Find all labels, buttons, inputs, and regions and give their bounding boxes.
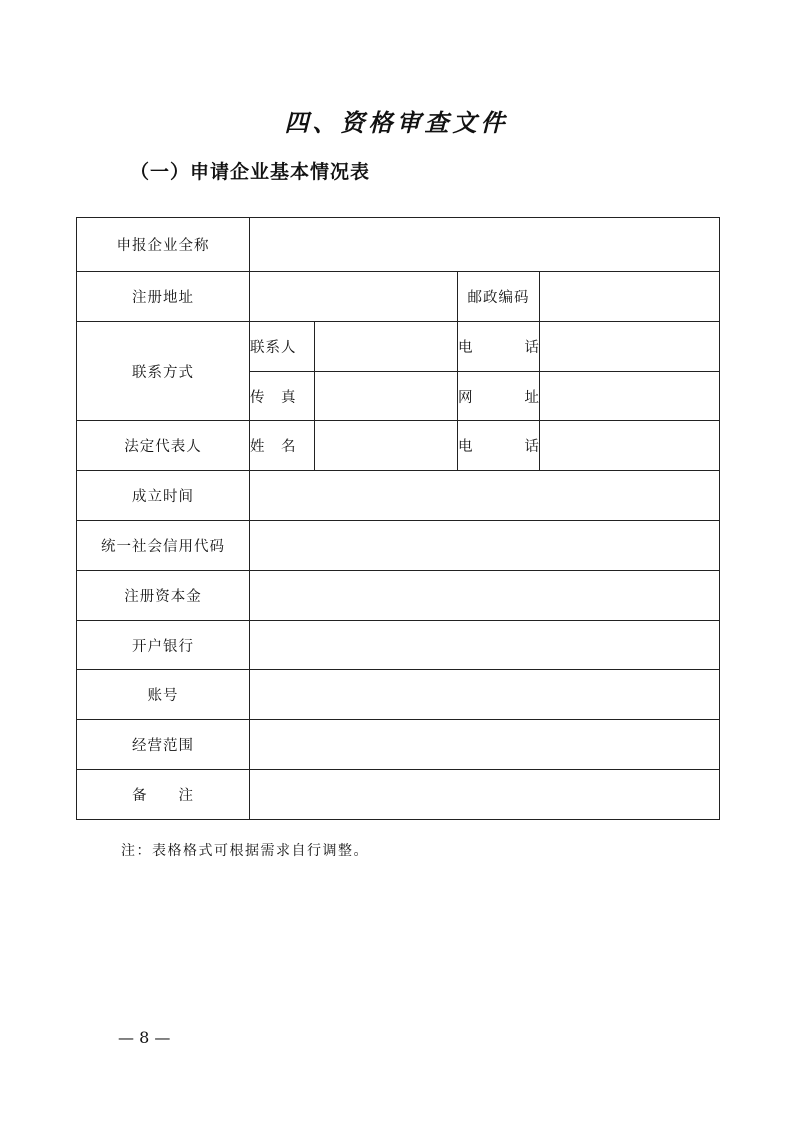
label-business-scope: 经营范围 xyxy=(77,720,250,770)
label-phone: 电 话 xyxy=(458,322,540,372)
table-row xyxy=(77,471,720,521)
label-registered-address: 注册地址 xyxy=(77,272,250,322)
label-website: 网 址 xyxy=(458,372,540,421)
value-contact-person[interactable] xyxy=(315,322,458,372)
table-note: 注：表格格式可根据需求自行调整。 xyxy=(121,843,369,859)
company-info-table xyxy=(76,217,720,820)
label-legal-representative: 法定代表人 xyxy=(77,421,250,471)
value-fax[interactable] xyxy=(315,372,458,421)
label-bank: 开户银行 xyxy=(77,621,250,670)
label-contact-person: 联系人 xyxy=(250,322,315,372)
section-subtitle: （一）申请企业基本情况表 xyxy=(130,161,371,183)
page-title: 四、资格审查文件 xyxy=(284,108,509,137)
value-registered-capital[interactable] xyxy=(250,571,720,621)
table-row xyxy=(77,218,720,272)
label-fax: 传 真 xyxy=(250,372,315,421)
label-postal-code: 邮政编码 xyxy=(458,272,540,322)
value-business-scope[interactable] xyxy=(250,720,720,770)
value-established-date[interactable] xyxy=(250,471,720,521)
label-contact-method: 联系方式 xyxy=(77,322,250,421)
label-company-full-name: 申报企业全称 xyxy=(77,218,250,272)
table-row xyxy=(77,322,720,372)
label-credit-code: 统一社会信用代码 xyxy=(77,521,250,571)
table-row xyxy=(77,670,720,720)
value-phone-2[interactable] xyxy=(540,421,720,471)
table-row xyxy=(77,521,720,571)
value-credit-code[interactable] xyxy=(250,521,720,571)
table-row xyxy=(77,272,720,322)
label-remarks: 备 注 xyxy=(77,770,250,820)
value-name[interactable] xyxy=(315,421,458,471)
label-established-date: 成立时间 xyxy=(77,471,250,521)
label-name: 姓 名 xyxy=(250,421,315,471)
page-number: — 8 — xyxy=(118,1028,171,1047)
table-row xyxy=(77,571,720,621)
value-remarks[interactable] xyxy=(250,770,720,820)
table-row xyxy=(77,770,720,820)
value-postal-code[interactable] xyxy=(540,272,720,322)
table-row xyxy=(77,421,720,471)
label-phone-2: 电 话 xyxy=(458,421,540,471)
label-account: 账号 xyxy=(77,670,250,720)
value-account[interactable] xyxy=(250,670,720,720)
value-phone[interactable] xyxy=(540,322,720,372)
table-row xyxy=(77,621,720,670)
value-bank[interactable] xyxy=(250,621,720,670)
value-company-full-name[interactable] xyxy=(250,218,720,272)
value-registered-address[interactable] xyxy=(250,272,458,322)
table-row xyxy=(77,720,720,770)
label-registered-capital: 注册资本金 xyxy=(77,571,250,621)
value-website[interactable] xyxy=(540,372,720,421)
